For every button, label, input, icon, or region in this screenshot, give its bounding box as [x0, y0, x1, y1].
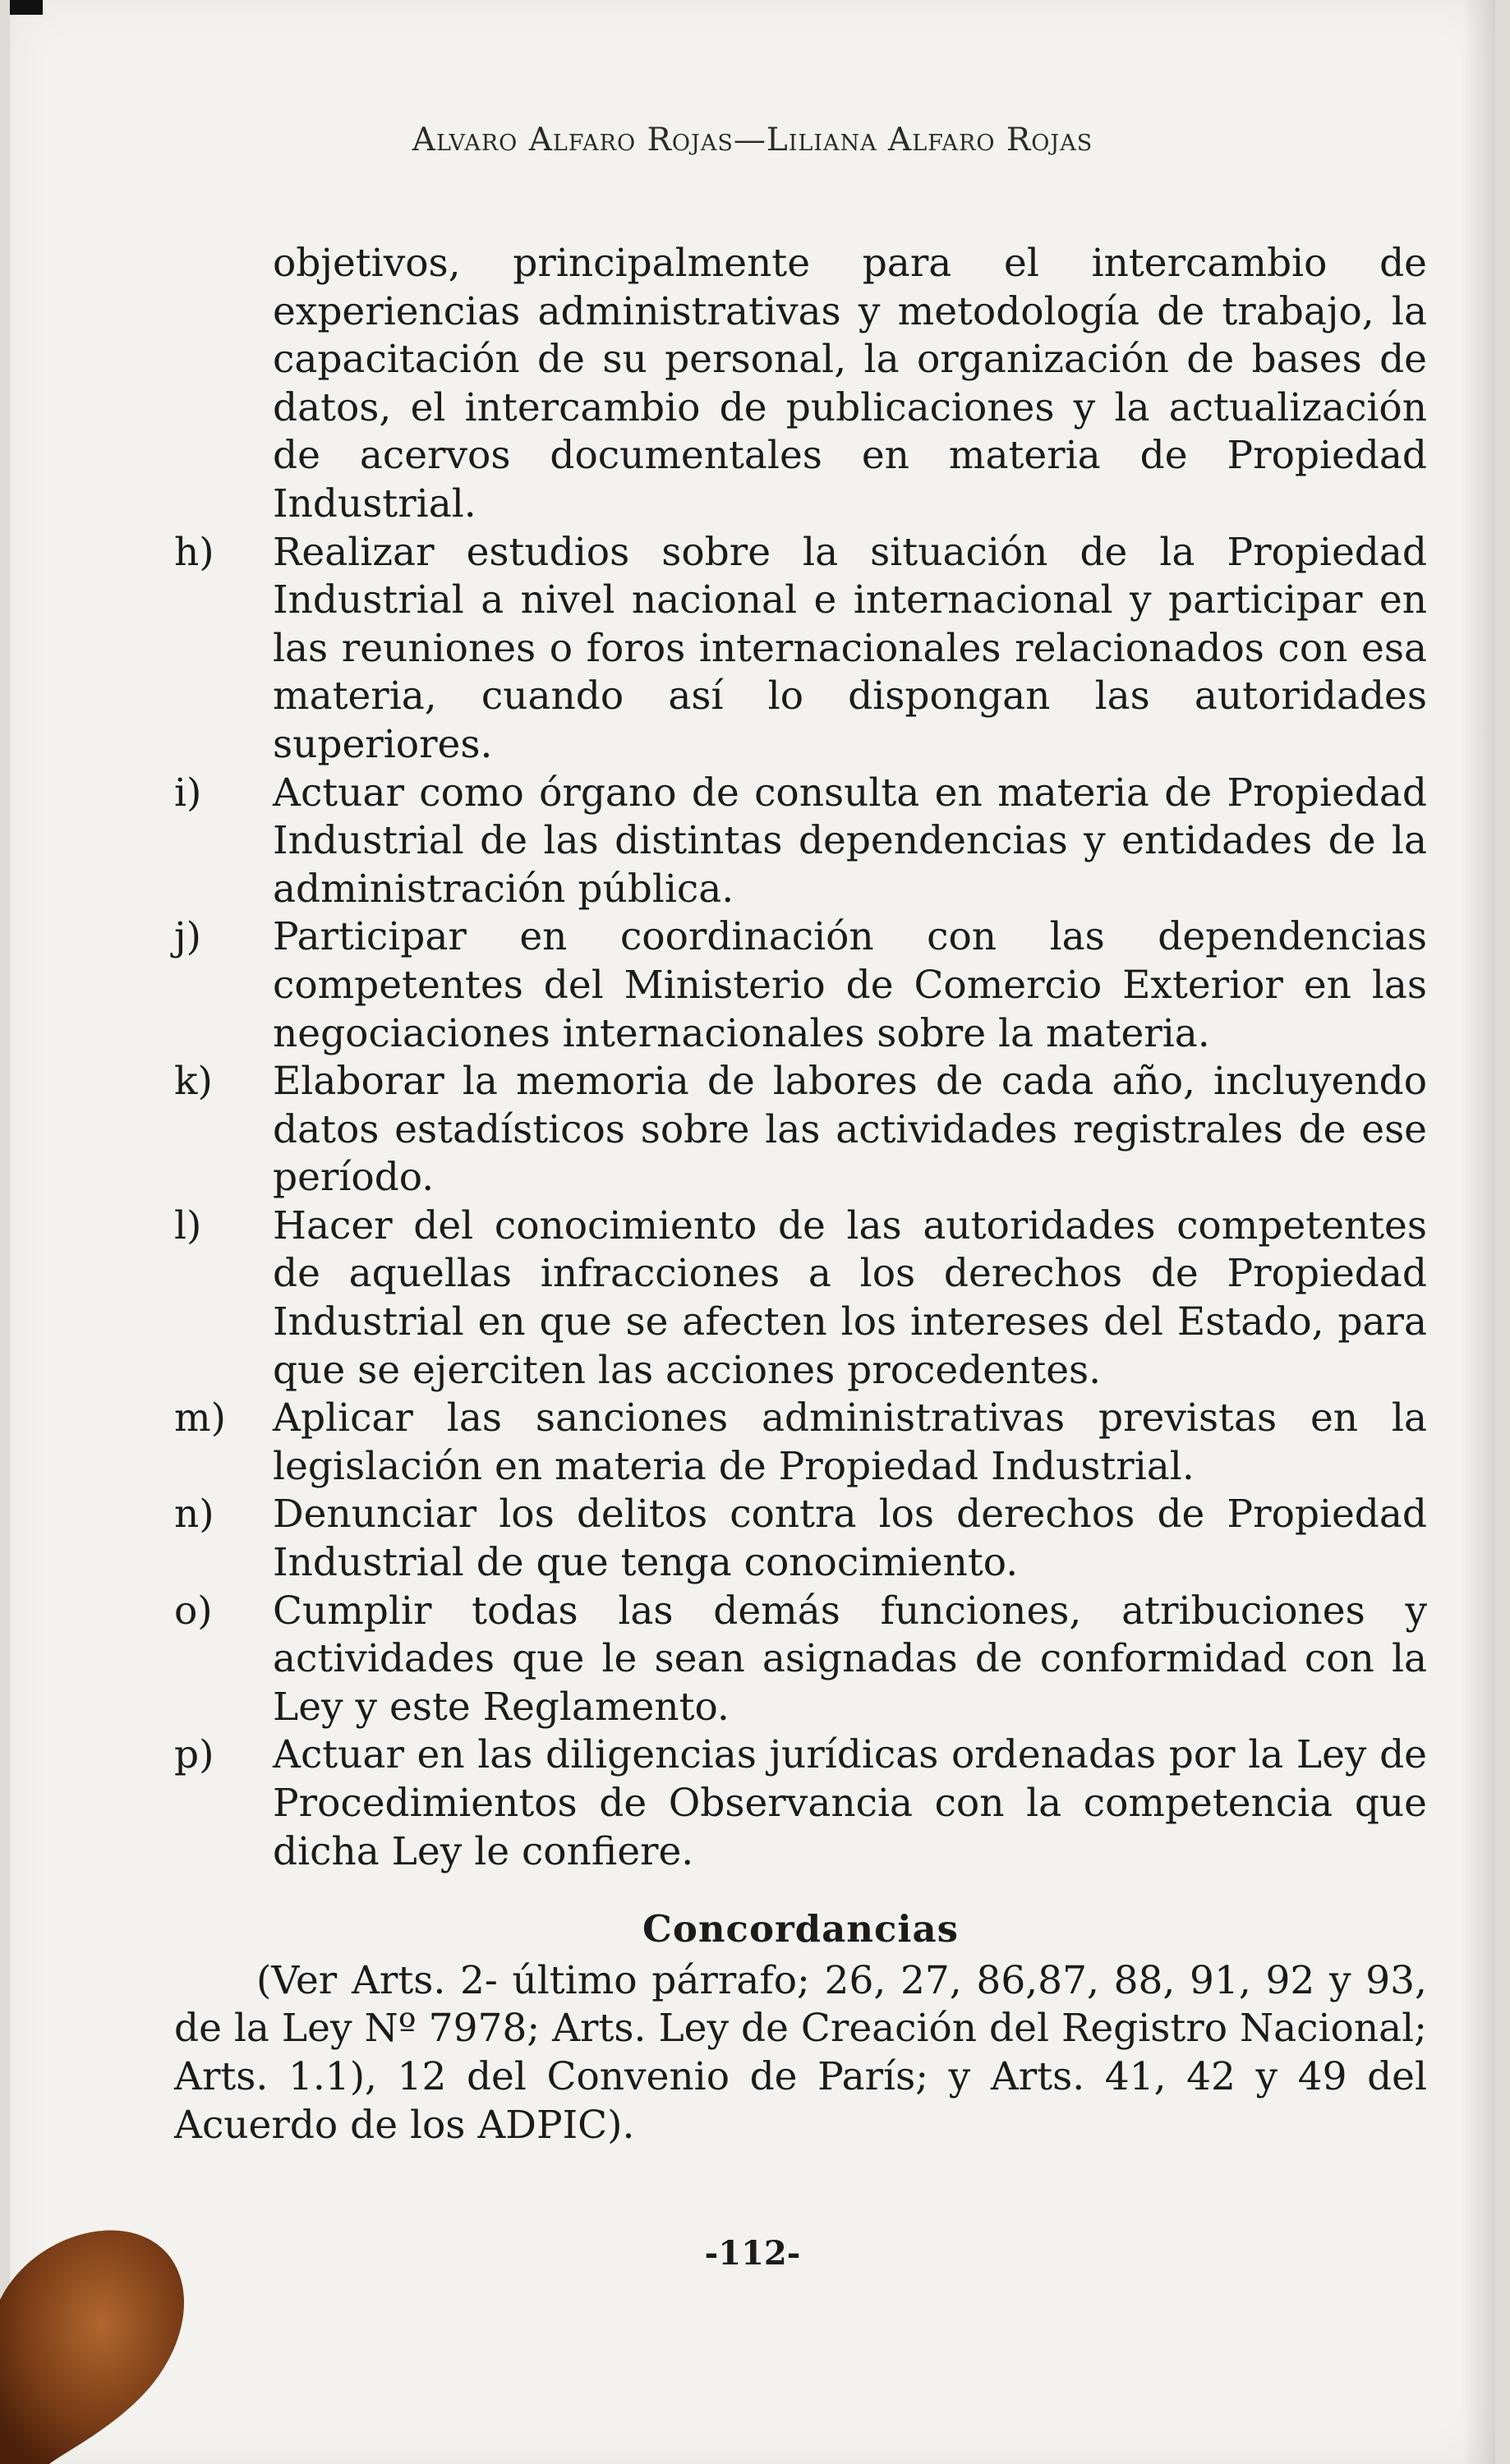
page-edge-shadow — [1462, 0, 1495, 2464]
item-text: Realizar estudios sobre la situación de la Propiedad Industrial a nivel nacional e internacional y participar en las reuniones o foros internacionales relacionados con esa materia, cuando así lo dispongan las autoridades superiores. — [273, 529, 1427, 767]
list-item-i — [174, 770, 1427, 914]
list-item-j — [174, 913, 1427, 1058]
item-letter: l) — [174, 1202, 202, 1248]
item-letter: i) — [174, 770, 202, 816]
item-text: Participar en coordinación con las dependencias competentes del Ministerio de Comercio Exterior en las negociaciones internacionales sobre la materia. — [273, 914, 1427, 1056]
page-number: -112- — [704, 2234, 801, 2273]
item-text: Elaborar la memoria de labores de cada año, incluyendo datos estadísticos sobre las actividades registrales de ese período. — [273, 1059, 1427, 1201]
corner-mark — [10, 0, 43, 15]
book-page — [10, 0, 1495, 2464]
item-text: Actuar en las diligencias jurídicas ordenadas por la Ley de Procedimientos de Observancia con la competencia que dicha Ley le confiere. — [273, 1732, 1427, 1874]
item-letter: h) — [174, 529, 214, 575]
list-item-n — [174, 1491, 1427, 1587]
item-letter: j) — [174, 914, 201, 960]
body-text — [174, 240, 1427, 2149]
item-text: Cumplir todas las demás funciones, atribuciones y actividades que le sean asignadas de conformidad con la Ley y este Reglamento. — [273, 1588, 1427, 1730]
thumb-photo-artifact — [0, 2201, 205, 2464]
item-letter: m) — [174, 1395, 226, 1441]
concordancias-title: Concordancias — [642, 1907, 959, 1951]
running-head: Alvaro Alfaro Rojas—Liliana Alfaro Rojas — [412, 122, 1093, 159]
list-item-h — [174, 529, 1427, 770]
item-letter: o) — [174, 1588, 213, 1634]
item-letter: k) — [174, 1059, 213, 1105]
list-item-p — [174, 1731, 1427, 1876]
item-text: Actuar como órgano de consulta en materia de Propiedad Industrial de las distintas dependencias y entidades de la administración pública. — [273, 770, 1427, 912]
item-text: Denunciar los delitos contra los derechos de Propiedad Industrial de que tenga conocimiento. — [273, 1492, 1427, 1586]
item-text: Aplicar las sanciones administrativas previstas en la legislación en materia de Propiedad Industrial. — [273, 1395, 1427, 1489]
intro-paragraph: objetivos, principalmente para el intercambio de experiencias administrativas y metodología de trabajo, la capacitación de su personal, la organización de bases de datos, el intercambio de publicaciones y la actualización de acervos documentales en materia de Propiedad Industrial. — [273, 241, 1427, 526]
item-text: Hacer del conocimiento de las autoridades competentes de aquellas infracciones a los derechos de Propiedad Industrial en que se afecten los intereses del Estado, para que se ejerciten las acciones procedentes. — [273, 1202, 1427, 1393]
concordancias-text: (Ver Arts. 2- último párrafo; 26, 27, 86,87, 88, 91, 92 y 93, de la Ley Nº 7978; Arts. Ley de Creación del Registro Nacional; Arts. 1.1), 12 del Convenio de París; y Arts. 41, 42 y 49 del Acuerdo de los ADPIC). — [174, 1957, 1427, 2148]
list-item-k — [174, 1058, 1427, 1202]
item-letter: p) — [174, 1732, 214, 1778]
list-item-l — [174, 1202, 1427, 1395]
item-letter: n) — [174, 1492, 214, 1538]
list-item-m — [174, 1395, 1427, 1491]
list-item-o — [174, 1588, 1427, 1732]
